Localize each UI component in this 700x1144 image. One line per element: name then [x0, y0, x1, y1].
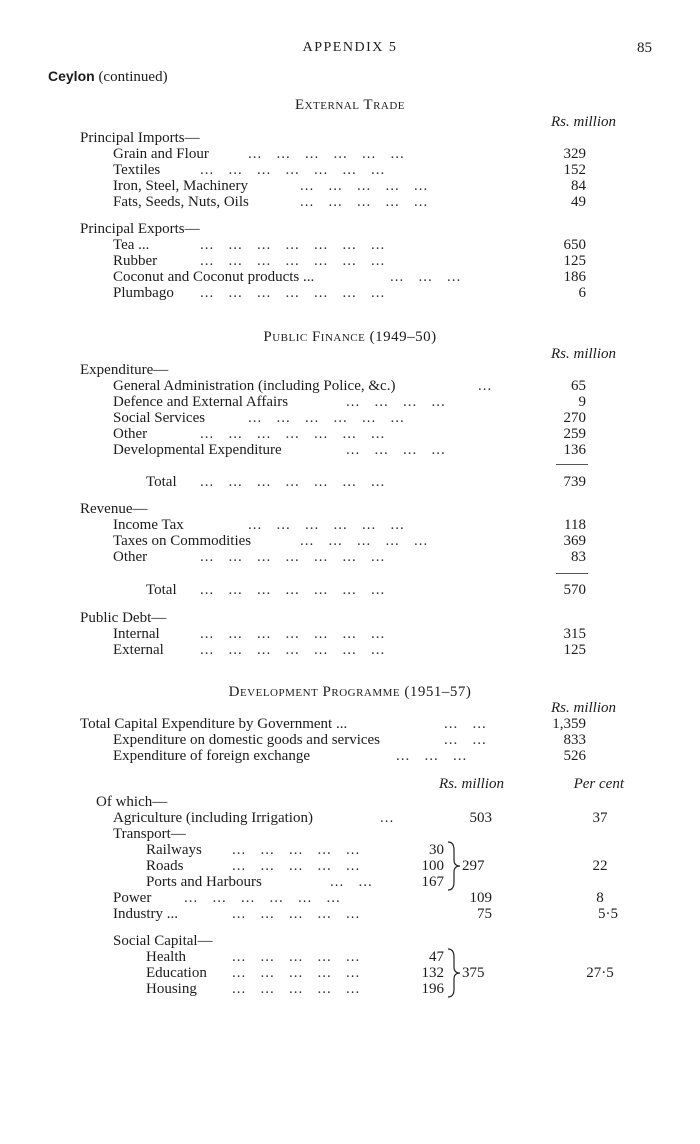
leader-dots: ... ... ... ... ... ... ...	[200, 582, 386, 598]
debt-row-value: 125	[563, 642, 586, 658]
leader-dots: ... ... ... ... ...	[300, 194, 429, 210]
domestic-label: Expenditure on domestic goods and services	[113, 732, 381, 748]
export-row-value: 186	[563, 269, 586, 285]
export-row-label: Plumbago	[113, 285, 174, 301]
section-title	[48, 68, 168, 85]
leader-dots: ... ... ...	[390, 269, 462, 285]
revenue-row-value: 118	[564, 517, 586, 533]
imports-label: Principal Imports—	[80, 130, 200, 146]
export-row-label: Coconut and Coconut products ...	[113, 269, 315, 285]
leader-dots: ... ... ...	[396, 748, 468, 764]
power-percent: 8	[596, 890, 604, 906]
import-row-label: Iron, Steel, Machinery	[113, 178, 248, 194]
leader-dots: ... ... ... ... ... ... ...	[200, 285, 386, 301]
import-row-label: Fats, Seeds, Nuts, Oils	[113, 194, 249, 210]
leader-dots: ... ... ... ... ... ... ...	[200, 474, 386, 490]
expenditure-row-label: Developmental Expenditure	[113, 442, 282, 458]
development-heading: Development Programme (1951–57)	[228, 684, 472, 700]
industry-label: Industry ...	[113, 906, 178, 922]
import-row-value: 152	[563, 162, 586, 178]
expenditure-row-value: 136	[563, 442, 586, 458]
transport-total: 297	[462, 858, 485, 874]
social-capital-label: Social Capital—	[113, 933, 213, 949]
leader-dots: ... ... ... ... ... ...	[248, 517, 405, 533]
import-row-value: 329	[563, 146, 586, 162]
leader-dots: ... ... ... ... ...	[232, 949, 361, 965]
leader-dots: ... ... ... ...	[346, 442, 446, 458]
total-rule	[556, 573, 588, 574]
import-row-value: 49	[571, 194, 586, 210]
transport-label: Transport—	[113, 826, 186, 842]
domestic-value: 833	[563, 732, 586, 748]
social-brace	[446, 947, 462, 999]
leader-dots: ... ... ... ... ... ...	[184, 890, 341, 906]
transport-row-label: Roads	[146, 858, 184, 874]
total-capital-value: 1,359	[552, 716, 586, 732]
page-header-title: APPENDIX 5	[302, 40, 398, 55]
leader-dots: ... ... ... ... ...	[232, 965, 361, 981]
agriculture-value: 503	[469, 810, 492, 826]
leader-dots: ... ... ... ... ... ...	[248, 410, 405, 426]
expenditure-row-value: 9	[578, 394, 586, 410]
section-title-rest: (continued)	[94, 69, 168, 85]
expenditure-row-label: General Administration (including Police, &c.)	[113, 378, 396, 394]
leader-dots: ... ... ... ... ...	[232, 858, 361, 874]
transport-row-value: 167	[421, 874, 444, 890]
debt-row-label: Internal	[113, 626, 160, 642]
leader-dots: ... ... ... ... ... ... ...	[200, 642, 386, 658]
expenditure-row-label: Social Services	[113, 410, 206, 426]
exports-label: Principal Exports—	[80, 221, 200, 237]
power-label: Power	[113, 890, 152, 906]
col-percent-header: Per cent	[573, 776, 624, 792]
power-value: 109	[469, 890, 492, 906]
leader-dots: ... ...	[330, 874, 373, 890]
of-which-label: Of which—	[96, 794, 168, 810]
revenue-row-label: Income Tax	[113, 517, 184, 533]
leader-dots: ... ... ... ... ...	[232, 906, 361, 922]
leader-dots: ... ... ... ... ... ... ...	[200, 162, 386, 178]
leader-dots: ... ... ... ... ... ... ...	[200, 626, 386, 642]
leader-dots: ... ... ... ...	[346, 394, 446, 410]
revenue-total-value: 570	[563, 582, 586, 598]
leader-dots: ...	[478, 378, 493, 394]
leader-dots: ... ...	[444, 732, 487, 748]
industry-value: 75	[477, 906, 492, 922]
social-row-value: 132	[421, 965, 444, 981]
development-unit: Rs. million	[550, 700, 616, 716]
leader-dots: ...	[380, 810, 395, 826]
leader-dots: ... ... ... ... ...	[300, 178, 429, 194]
social-row-label: Health	[146, 949, 186, 965]
leader-dots: ... ... ... ... ... ... ...	[200, 426, 386, 442]
external-trade-heading: External Trade	[294, 97, 406, 113]
revenue-total-label: Total	[146, 582, 177, 598]
transport-percent: 22	[592, 858, 608, 874]
revenue-row-label: Other	[113, 549, 148, 565]
page-number: 85	[637, 40, 652, 56]
leader-dots: ... ...	[444, 716, 487, 732]
leader-dots: ... ... ... ... ... ... ...	[200, 549, 386, 565]
social-total: 375	[462, 965, 485, 981]
revenue-label: Revenue—	[80, 501, 148, 517]
transport-row-value: 100	[421, 858, 444, 874]
public-finance-heading: Public Finance (1949–50)	[263, 329, 437, 345]
expenditure-total-value: 739	[563, 474, 586, 490]
import-row-label: Grain and Flour	[113, 146, 209, 162]
export-row-value: 650	[563, 237, 586, 253]
leader-dots: ... ... ... ... ...	[300, 533, 429, 549]
total-rule	[556, 464, 588, 465]
revenue-row-value: 369	[563, 533, 586, 549]
col-million-header: Rs. million	[438, 776, 504, 792]
export-row-value: 125	[563, 253, 586, 269]
leader-dots: ... ... ... ... ... ... ...	[200, 237, 386, 253]
export-row-label: Tea ...	[113, 237, 150, 253]
leader-dots: ... ... ... ... ... ... ...	[200, 253, 386, 269]
export-row-label: Rubber	[113, 253, 158, 269]
agriculture-label: Agriculture (including Irrigation)	[113, 810, 313, 826]
agriculture-percent: 37	[592, 810, 608, 826]
expenditure-row-value: 65	[571, 378, 586, 394]
import-row-value: 84	[571, 178, 586, 194]
social-percent: 27·5	[586, 965, 614, 981]
expenditure-label: Expenditure—	[80, 362, 169, 378]
foreign-value: 526	[563, 748, 586, 764]
expenditure-row-value: 270	[563, 410, 586, 426]
transport-brace	[446, 840, 462, 892]
revenue-row-value: 83	[571, 549, 586, 565]
leader-dots: ... ... ... ... ... ...	[248, 146, 405, 162]
social-row-label: Housing	[146, 981, 197, 997]
industry-percent: 5·5	[598, 906, 618, 922]
section-title-bold: Ceylon	[48, 68, 95, 84]
debt-row-value: 315	[563, 626, 586, 642]
transport-row-label: Railways	[146, 842, 202, 858]
public-finance-unit: Rs. million	[550, 346, 616, 362]
foreign-label: Expenditure of foreign exchange	[113, 748, 310, 764]
expenditure-total-label: Total	[146, 474, 177, 490]
social-row-value: 47	[429, 949, 444, 965]
import-row-label: Textiles	[113, 162, 161, 178]
transport-row-value: 30	[429, 842, 444, 858]
expenditure-row-value: 259	[563, 426, 586, 442]
leader-dots: ... ... ... ... ...	[232, 981, 361, 997]
debt-row-label: External	[113, 642, 164, 658]
total-capital-label: Total Capital Expenditure by Government ...	[80, 716, 348, 732]
debt-label: Public Debt—	[80, 610, 167, 626]
social-row-label: Education	[146, 965, 207, 981]
expenditure-row-label: Other	[113, 426, 148, 442]
transport-row-label: Ports and Harbours	[146, 874, 262, 890]
export-row-value: 6	[578, 285, 586, 301]
social-row-value: 196	[421, 981, 444, 997]
leader-dots: ... ... ... ... ...	[232, 842, 361, 858]
expenditure-row-label: Defence and External Affairs	[113, 394, 289, 410]
revenue-row-label: Taxes on Commodities	[113, 533, 252, 549]
external-trade-unit: Rs. million	[550, 114, 616, 130]
